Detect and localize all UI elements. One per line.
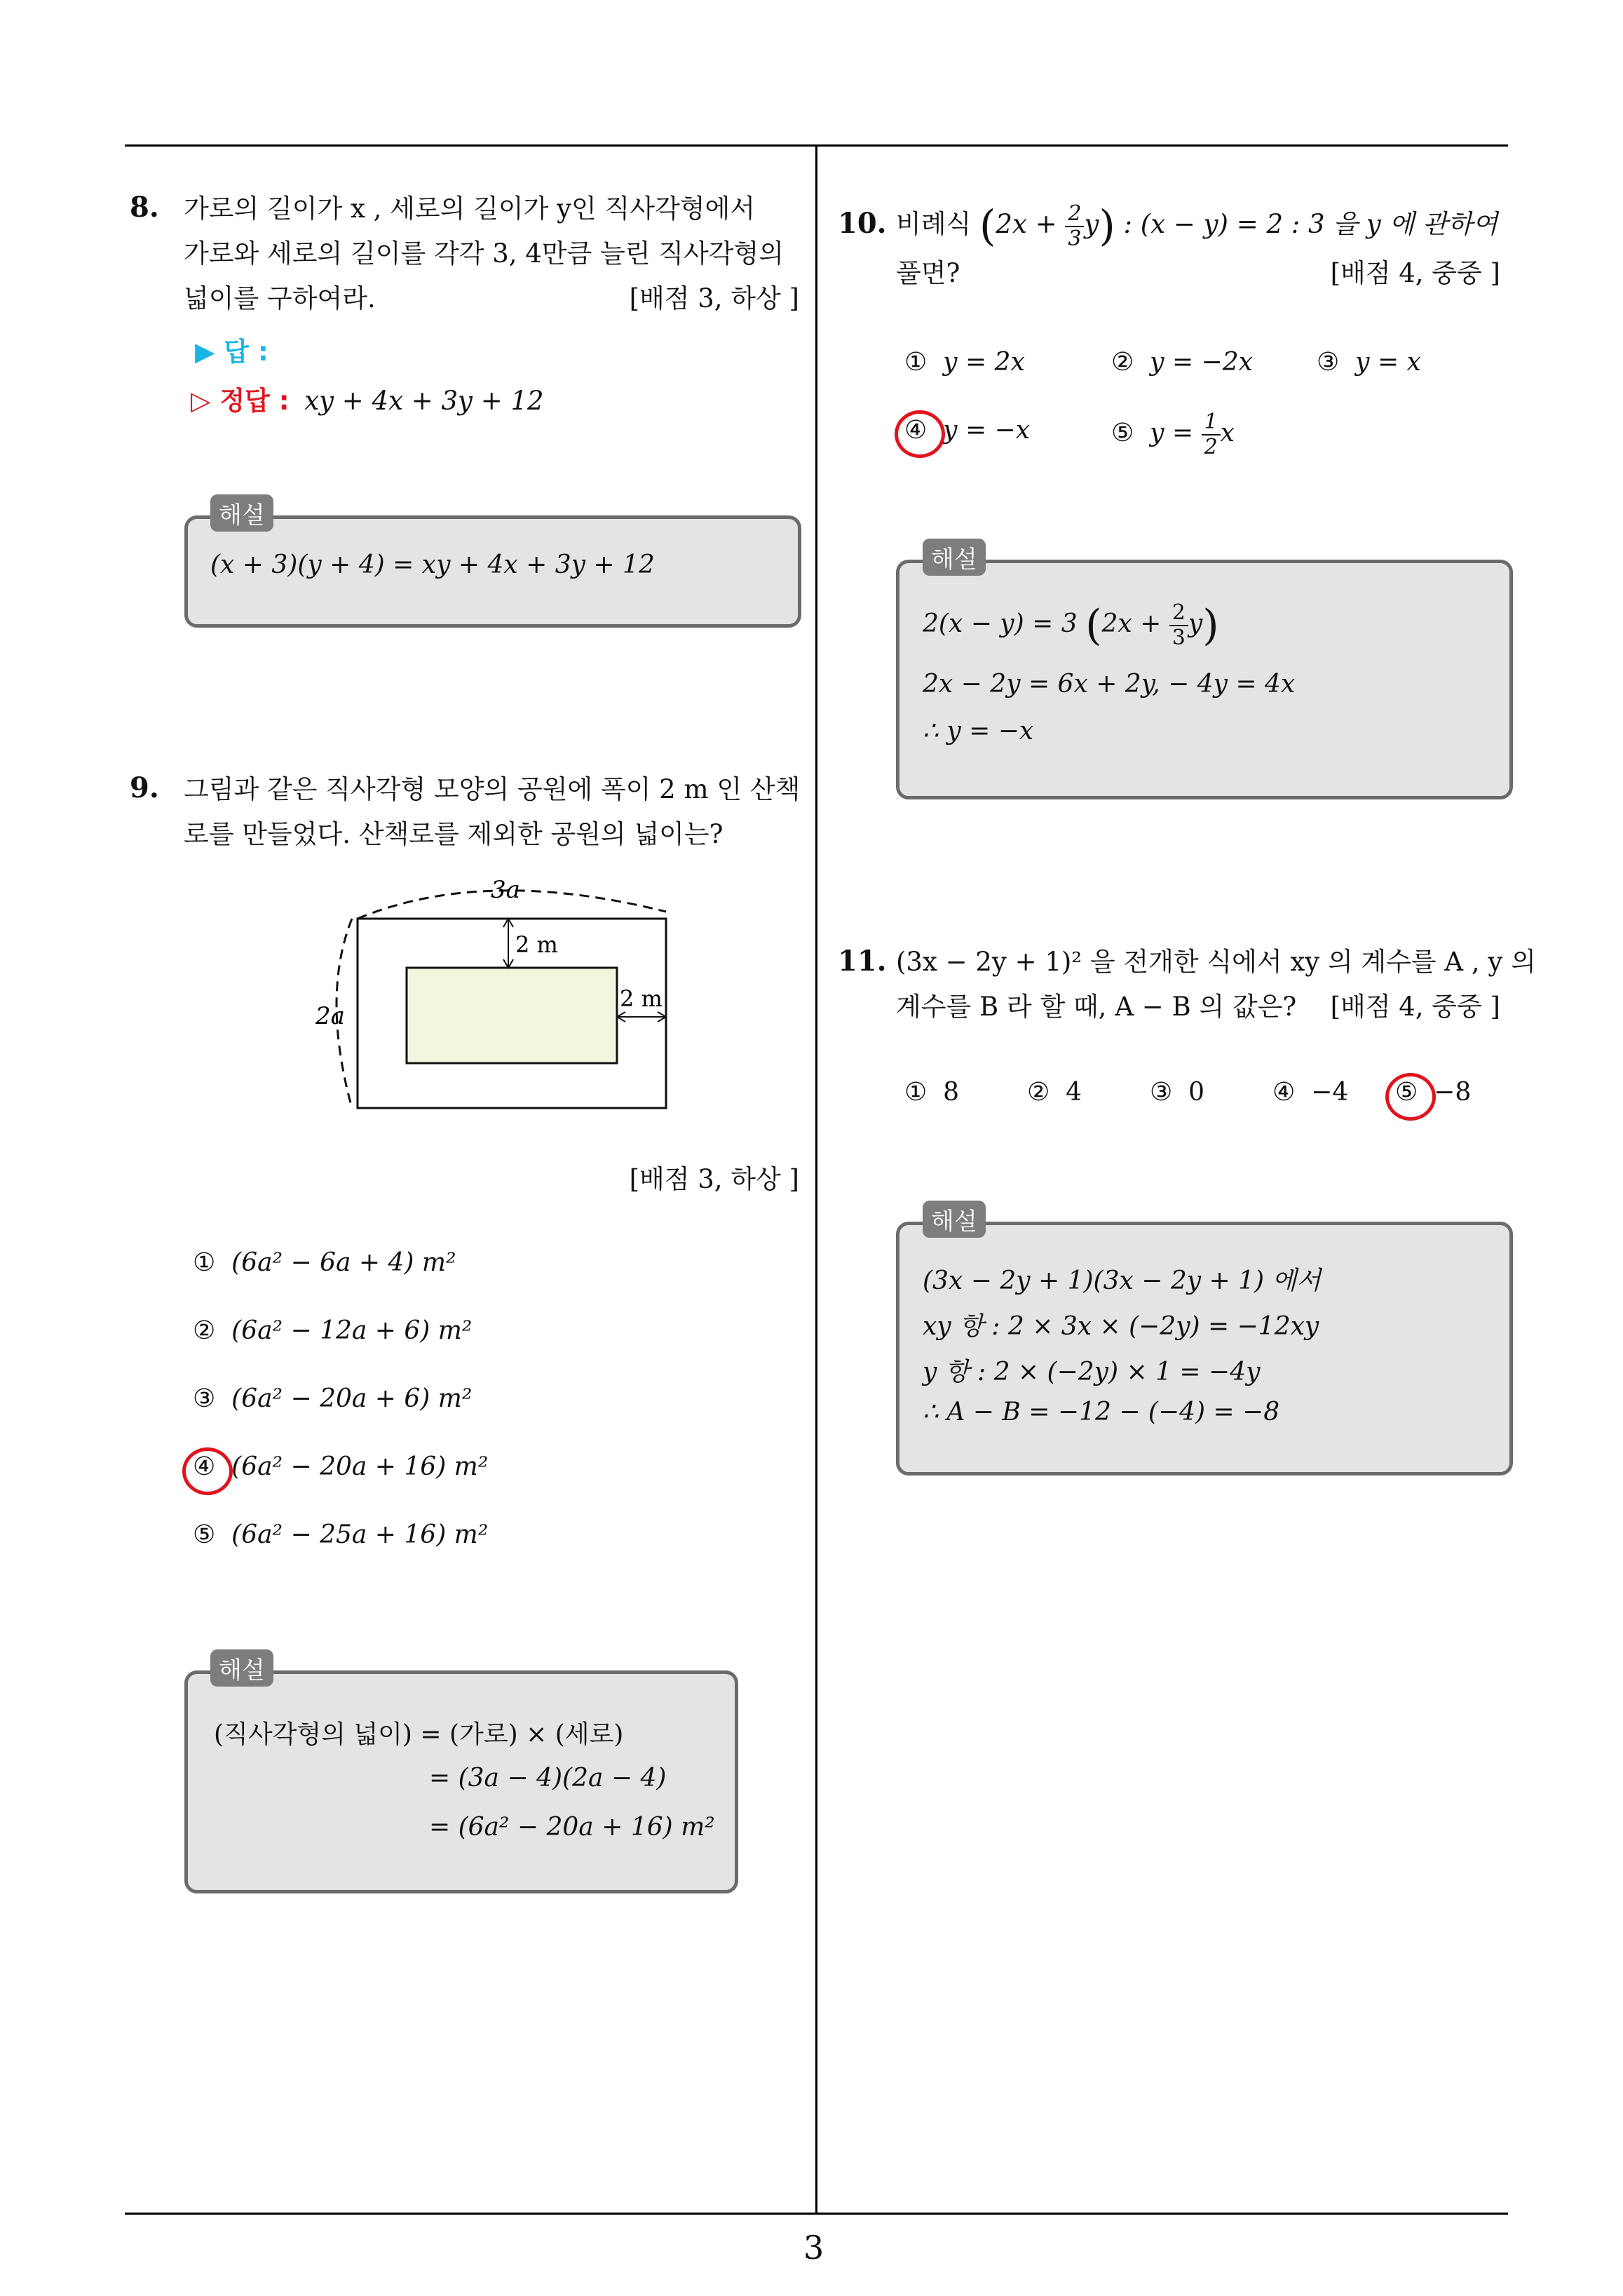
question-10-number: 10. <box>838 207 887 240</box>
expl-a: 2(x − y) = 3 <box>923 609 1078 638</box>
page-number: 3 <box>803 2229 824 2267</box>
frac-den: 3 <box>1172 626 1186 650</box>
figure-inner-top-label: 2 m <box>515 931 558 958</box>
option-text: −4 <box>1311 1078 1349 1107</box>
question-8-line1: 가로의 길이가 x , 세로의 길이가 y인 직사각형에서 <box>184 194 755 224</box>
park-figure <box>308 870 701 1122</box>
opt5-fraction <box>1202 410 1221 459</box>
question-8-number: 8. <box>130 191 159 224</box>
column-divider <box>815 144 817 2215</box>
inner-park <box>407 968 617 1063</box>
question-8-points: [배점 3, 하상 ] <box>629 283 799 313</box>
open-paren: ( <box>1085 601 1102 650</box>
option-text: (6a² − 20a + 6) m² <box>231 1384 473 1413</box>
close-paren: ) <box>1099 201 1115 251</box>
q10-stem-a: 비례식 <box>896 209 972 239</box>
explanation-10-line3: ∴ y = −x <box>923 717 1034 745</box>
explanation-10-line1 <box>923 596 1219 654</box>
option-text: 8 <box>943 1078 960 1107</box>
option-num: ① <box>904 348 928 377</box>
option-num: ④ <box>1272 1078 1296 1107</box>
explanation-11-line1: (3x − 2y + 1)(3x − 2y + 1) 에서 <box>923 1267 1322 1295</box>
frac-den: 2 <box>1204 435 1218 459</box>
question-8-line2: 가로와 세로의 길이를 각각 3, 4만큼 늘린 직사각형의 <box>184 238 785 269</box>
q10-fraction <box>1065 202 1084 251</box>
option-num: ④ <box>904 416 928 445</box>
option-text: 4 <box>1066 1078 1082 1107</box>
q10-option-3[interactable] <box>1317 348 1421 377</box>
question-9-line1: 그림과 같은 직사각형 모양의 공원에 폭이 2 m 인 산책 <box>184 774 801 804</box>
question-9-points: [배점 3, 하상 ] <box>629 1164 799 1194</box>
explanation-9-line2: = (3a − 4)(2a − 4) <box>429 1764 667 1792</box>
option-num: ③ <box>1317 348 1340 377</box>
explanation-9-line3: = (6a² − 20a + 16) m² <box>429 1813 715 1842</box>
open-paren: ( <box>979 201 996 251</box>
q9-selected-circle <box>182 1447 233 1495</box>
explanation-8-line: (x + 3)(y + 4) = xy + 4x + 3y + 12 <box>210 551 655 579</box>
bottom-rule <box>125 2213 1508 2215</box>
option-num: ③ <box>193 1384 216 1413</box>
explanation-11-line2: xy 항 : 2 × 3x × (−2y) = −12xy <box>923 1312 1319 1341</box>
q11-option-1[interactable] <box>904 1078 959 1107</box>
option-num: ④ <box>193 1452 216 1481</box>
opt5-tail: x <box>1220 419 1235 447</box>
q10-option-2[interactable] <box>1111 348 1253 377</box>
q9-option-4[interactable] <box>193 1452 488 1481</box>
option-num: ② <box>193 1316 216 1345</box>
option-text: y = 2x <box>943 348 1025 377</box>
q10-stem-d: : (x − y) = 2 : 3 을 y 에 관하여 <box>1123 209 1498 239</box>
frac-den: 3 <box>1068 226 1082 251</box>
q10-stem-c: y <box>1084 209 1099 239</box>
explanation-9-line1: (직사각형의 넓이) = (가로) × (세로) <box>214 1720 624 1749</box>
option-num: ② <box>1111 348 1134 377</box>
option-text: 0 <box>1188 1078 1205 1107</box>
explanation-tag-9: 해설 <box>210 1649 273 1687</box>
option-num: ② <box>1027 1078 1050 1107</box>
question-11-number: 11. <box>838 945 887 978</box>
q9-option-1[interactable] <box>193 1248 456 1277</box>
correct-value: xy + 4x + 3y + 12 <box>304 386 544 416</box>
option-num: ③ <box>1150 1078 1173 1107</box>
correct-label: ▷ 정답 : <box>191 386 290 416</box>
option-num: ⑤ <box>193 1520 216 1549</box>
q10-selected-circle <box>895 410 945 458</box>
q11-selected-circle <box>1385 1073 1436 1121</box>
option-text: y = x <box>1355 348 1421 377</box>
explanation-tag-10: 해설 <box>923 539 986 576</box>
expl-fraction <box>1169 601 1188 650</box>
option-num: ⑤ <box>1111 419 1134 447</box>
q9-option-2[interactable] <box>193 1316 472 1345</box>
q10-option-1[interactable] <box>904 348 1025 377</box>
option-num: ① <box>904 1078 928 1107</box>
explanation-11-line3: y 항 : 2 × (−2y) × 1 = −4y <box>923 1358 1261 1386</box>
option-text: (6a² − 6a + 4) m² <box>231 1248 456 1277</box>
explanation-tag-11: 해설 <box>923 1201 986 1238</box>
q11-option-2[interactable] <box>1027 1078 1082 1107</box>
explanation-box-11 <box>896 1222 1513 1475</box>
frac-num: 2 <box>1065 202 1084 227</box>
q9-option-5[interactable] <box>193 1520 488 1549</box>
explanation-10-line2: 2x − 2y = 6x + 2y, − 4y = 4x <box>923 670 1296 698</box>
expl-c: y <box>1188 609 1203 638</box>
question-11-line2: 계수를 B 라 할 때, A − B 의 값은? <box>896 992 1297 1022</box>
option-text: (6a² − 25a + 16) m² <box>231 1520 489 1549</box>
option-text: y = −2x <box>1150 348 1253 377</box>
q11-option-4[interactable] <box>1272 1078 1348 1107</box>
figure-inner-right-label: 2 m <box>620 985 663 1012</box>
explanation-tag-8: 해설 <box>210 494 273 532</box>
expl-b: 2x + <box>1101 609 1162 638</box>
question-10-line2: 풀면? <box>896 258 960 288</box>
question-10-points: [배점 4, 중중 ] <box>1330 258 1500 288</box>
figure-left-label: 2a <box>315 1002 345 1030</box>
q10-stem-b: 2x + <box>996 209 1057 239</box>
question-9-number: 9. <box>130 771 159 804</box>
option-text: (6a² − 20a + 16) m² <box>231 1452 489 1481</box>
close-paren: ) <box>1202 601 1219 650</box>
question-11-points: [배점 4, 중중 ] <box>1330 992 1500 1022</box>
question-9-line2: 로를 만들었다. 산책로를 제외한 공원의 넓이는? <box>184 819 724 849</box>
correct-answer-row <box>191 379 544 424</box>
q9-option-3[interactable] <box>193 1384 472 1413</box>
answer-label: ▶ 답 : <box>195 337 269 367</box>
explanation-11-line4: ∴ A − B = −12 − (−4) = −8 <box>923 1398 1280 1426</box>
option-text: y = −x <box>943 416 1031 445</box>
option-text: (6a² − 12a + 6) m² <box>231 1316 473 1345</box>
frac-num: 2 <box>1169 601 1188 626</box>
q11-option-3[interactable] <box>1150 1078 1204 1107</box>
question-11-line1: (3x − 2y + 1)² 을 전개한 식에서 xy 의 계수를 A , y 의 <box>896 947 1536 977</box>
question-8-line3: 넓이를 구하여라. <box>184 283 376 313</box>
option-text: y = <box>1150 419 1194 447</box>
option-num: ① <box>193 1248 216 1277</box>
option-text: −8 <box>1434 1078 1472 1107</box>
frac-num: 1 <box>1202 410 1221 435</box>
option-num: ⑤ <box>1395 1078 1418 1107</box>
figure-top-label: 3a <box>491 876 520 904</box>
q10-option-5[interactable] <box>1111 405 1235 461</box>
